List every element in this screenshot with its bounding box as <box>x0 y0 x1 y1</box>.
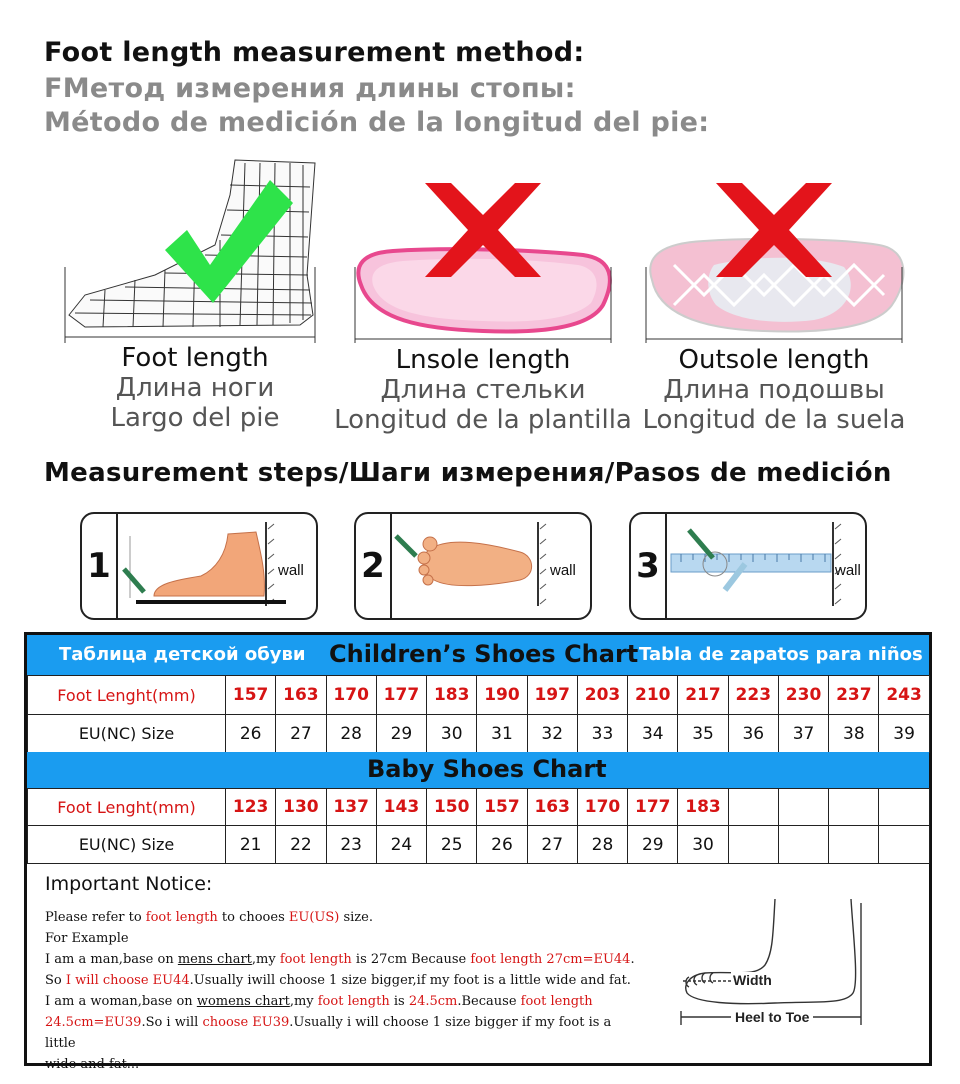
table-cell <box>728 826 778 864</box>
table-cell: 170 <box>577 789 627 826</box>
table-cell: 150 <box>427 789 477 826</box>
method-ru: Длина ноги <box>115 373 275 403</box>
method-en: Lnsole length <box>395 345 571 375</box>
children-chart-header <box>27 635 929 675</box>
table-cell: 237 <box>829 676 879 715</box>
table-cell: 27 <box>527 826 577 864</box>
table-cell: 31 <box>477 715 527 753</box>
width-label: Width <box>733 972 772 988</box>
table-cell <box>829 789 879 826</box>
table-cell: 29 <box>376 715 426 753</box>
wall-label: wall <box>835 562 861 579</box>
table-cell: 23 <box>326 826 376 864</box>
table-cell: 223 <box>728 676 778 715</box>
table-cell: 26 <box>226 715 276 753</box>
baby-foot-length-row <box>28 789 930 826</box>
foot-wireframe-image <box>45 155 345 345</box>
table-cell: 37 <box>778 715 828 753</box>
table-cell: 27 <box>276 715 326 753</box>
table-cell: 230 <box>778 676 828 715</box>
table-cell: 183 <box>678 789 728 826</box>
table-cell: 190 <box>477 676 527 715</box>
table-cell <box>778 826 828 864</box>
table-cell: 35 <box>678 715 728 753</box>
table-cell <box>879 789 929 826</box>
size-chart <box>24 632 932 1072</box>
step-3 <box>629 512 867 620</box>
table-cell: 243 <box>879 676 929 715</box>
table-cell: 130 <box>276 789 326 826</box>
steps-heading: Measurement steps/Шаги измерения/Pasos de medición <box>44 458 892 488</box>
baby-eu-size-row <box>28 826 930 864</box>
notice-title: Important Notice: <box>45 873 213 895</box>
heading-method-ru: FМетод измерения длины стопы: <box>44 73 576 104</box>
table-cell <box>829 826 879 864</box>
table-cell: 21 <box>226 826 276 864</box>
table-cell: 203 <box>577 676 627 715</box>
row-label: Foot Lenght(mm) <box>28 789 226 826</box>
children-foot-length-row <box>28 676 930 715</box>
table-cell: 33 <box>577 715 627 753</box>
step-2 <box>354 512 592 620</box>
children-eu-size-row <box>28 715 930 753</box>
method-insole-length <box>333 155 633 445</box>
table-cell: 177 <box>376 676 426 715</box>
table-cell: 30 <box>678 826 728 864</box>
step-1 <box>80 512 318 620</box>
row-label: EU(NC) Size <box>28 826 226 864</box>
method-foot-length <box>45 155 345 445</box>
table-cell: 32 <box>527 715 577 753</box>
method-es: Longitud de la plantilla <box>334 405 632 435</box>
table-cell: 39 <box>879 715 929 753</box>
row-label: Foot Lenght(mm) <box>28 676 226 715</box>
table-cell <box>879 826 929 864</box>
table-cell: 143 <box>376 789 426 826</box>
table-cell: 28 <box>577 826 627 864</box>
wall-label: wall <box>550 562 576 579</box>
outsole-image <box>624 155 924 345</box>
table-cell: 137 <box>326 789 376 826</box>
table-cell: 210 <box>628 676 678 715</box>
table-cell <box>728 789 778 826</box>
table-cell: 183 <box>427 676 477 715</box>
step-number: 2 <box>356 514 392 618</box>
step-number: 1 <box>82 514 118 618</box>
table-cell: 22 <box>276 826 326 864</box>
heel-to-toe-label: Heel to Toe <box>731 1009 813 1025</box>
table-cell: 170 <box>326 676 376 715</box>
table-cell <box>778 789 828 826</box>
method-en: Foot length <box>121 343 269 373</box>
heading-method-en: Foot length measurement method: <box>44 37 585 68</box>
table-cell: 217 <box>678 676 728 715</box>
method-es: Longitud de la suela <box>642 405 906 435</box>
row-label: EU(NC) Size <box>28 715 226 753</box>
notice-text: Please refer to foot length to chooes EU(US) size. For Example I am a man,base on mens chart,my foot length is 27cm Because foot length 27cm=EU44. So I will choose EU44.Usually iwill choose 1 size bigger,if my foot is a little wide and fat. I am a woman,base on womens chart,my foot length is 24.5cm.Because foot length 24.5cm=EU39.So i will choose EU39.Usually i will choose 1 size bigger if my foot is a little wide and fat... <box>45 910 635 1072</box>
heading-method-es: Método de medición de la longitud del pie: <box>44 107 710 138</box>
wall-label: wall <box>278 562 304 579</box>
table-cell: 157 <box>226 676 276 715</box>
insole-image <box>333 155 633 345</box>
table-cell: 163 <box>276 676 326 715</box>
table-cell: 157 <box>477 789 527 826</box>
baby-chart-header <box>27 752 929 788</box>
table-cell: 25 <box>427 826 477 864</box>
step-number: 3 <box>631 514 667 618</box>
children-title-ru: Таблица детской обуви <box>59 644 306 665</box>
table-cell: 38 <box>829 715 879 753</box>
children-title-en: Children’s Shoes Chart <box>329 640 639 668</box>
method-en: Outsole length <box>678 345 870 375</box>
table-cell: 30 <box>427 715 477 753</box>
table-cell: 28 <box>326 715 376 753</box>
table-cell: 177 <box>628 789 678 826</box>
table-cell: 163 <box>527 789 577 826</box>
table-cell: 197 <box>527 676 577 715</box>
table-cell: 29 <box>628 826 678 864</box>
children-size-table <box>27 675 930 753</box>
method-ru: Длина стельки <box>380 375 586 405</box>
method-ru: Длина подошвы <box>663 375 885 405</box>
table-cell: 123 <box>226 789 276 826</box>
table-cell: 36 <box>728 715 778 753</box>
method-es: Largo del pie <box>110 403 280 433</box>
table-cell: 26 <box>477 826 527 864</box>
baby-size-table <box>27 788 930 864</box>
table-cell: 34 <box>628 715 678 753</box>
method-outsole-length <box>624 155 924 445</box>
table-cell: 24 <box>376 826 426 864</box>
baby-title: Baby Shoes Chart <box>367 755 607 783</box>
children-title-es: Tabla de zapatos para niños <box>639 644 923 665</box>
